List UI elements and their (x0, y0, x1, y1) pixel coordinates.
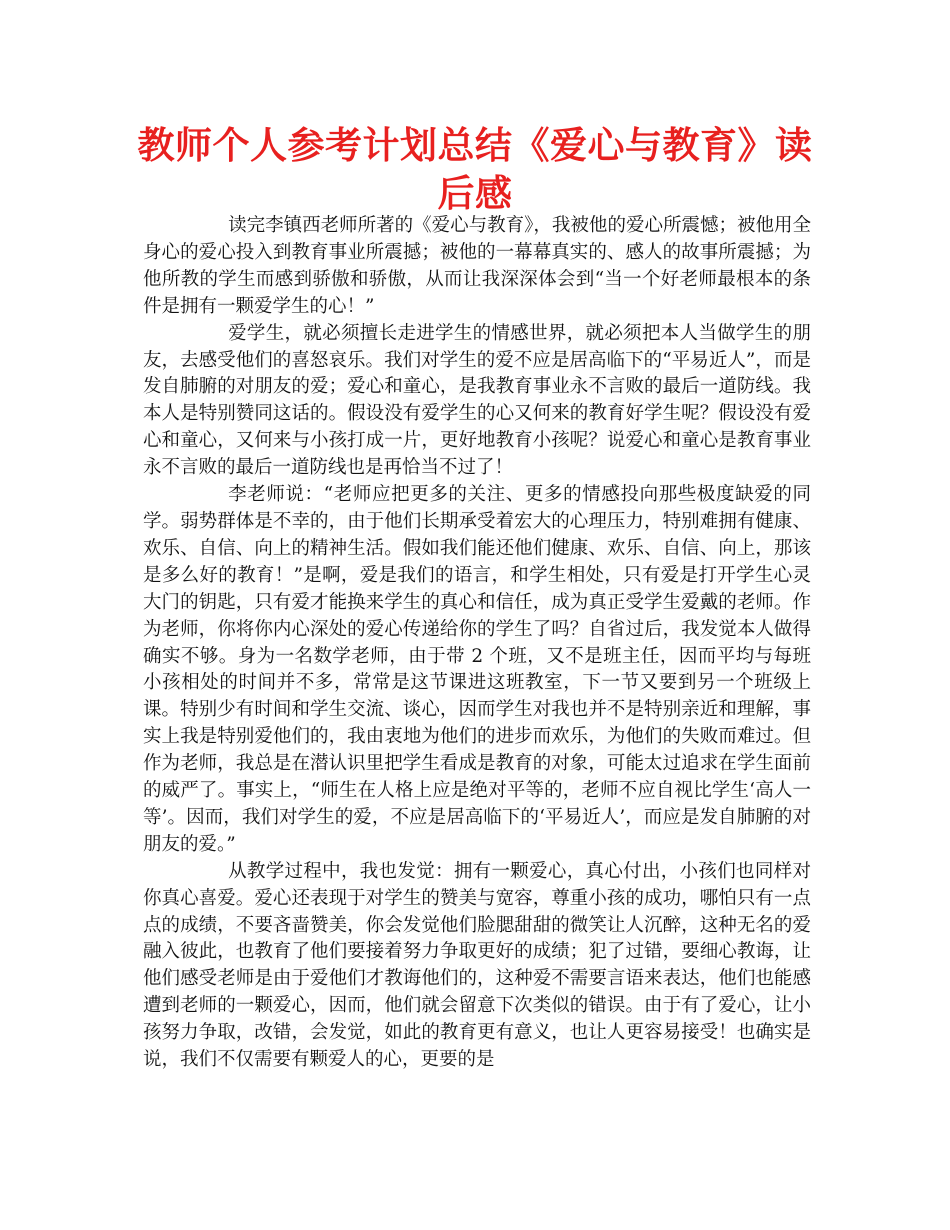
body-paragraph: 李老师说：“老师应把更多的关注、更多的情感投向那些极度缺爱的同学。弱势群体是不幸的，由于他们长期承受着宏大的心理压力，特别难拥有健康、欢乐、自信、向上的精神生活。假如我们能还他们健康、欢乐、自信、向上，那该是多么好的教育！”是啊，爱是我们的语言，和学生相处，只有爱是打开学生心灵大门的钥匙，只有爱才能换来学生的真心和信任，成为真正受学生爱戴的老师。作为老师，你将你内心深处的爱心传递给你的学生了吗？自省过后，我发觉本人做得确实不够。身为一名数学老师，由于带 2 个班，又不是班主任，因而平均与每班小孩相处的时间并不多，常常是这节课进这班教室，下一节又要到另一个班级上课。特别少有时间和学生交流、谈心，因而学生对我也并不是特别亲近和理解，事实上我是特别爱他们的，我由衷地为他们的进步而欢乐，为他们的失败而难过。但作为老师，我总是在潜认识里把学生看成是教育的对象，可能太过追求在学生面前的威严了。事实上，“师生在人格上应是绝对平等的，老师不应自视比学生‘高人一等’。因而，我们对学生的爱，不应是居高临下的‘平易近人’，而应是发自肺腑的对朋友的爱。” (143, 484, 811, 855)
document-body (143, 213, 811, 1074)
body-paragraph: 从教学过程中，我也发觉：拥有一颗爱心，真心付出，小孩们也同样对你真心喜爱。爱心还表现于对学生的赞美与宽容，尊重小孩的成功，哪怕只有一点点的成绩，不要吝啬赞美，你会发觉他们脸腮甜甜的微笑让人沉醉，这种无名的爱融入彼此，也教育了他们要接着努力争取更好的成绩；犯了过错，要细心教诲，让他们感受老师是由于爱他们才教诲他们的，这种爱不需要言语来表达，他们也能感遭到老师的一颗爱心，因而，他们就会留意下次类似的错误。由于有了爱心，让小孩努力争取，改错，会发觉，如此的教育更有意义，也让人更容易接受！也确实是说，我们不仅需要有颗爱人的心，更要的是 (143, 860, 811, 1071)
body-paragraph: 读完李镇西老师所著的《爱心与教育》，我被他的爱心所震憾；被他用全身心的爱心投入到教育事业所震撼；被他的一幕幕真实的、感人的故事所震撼；为他所教的学生而感到骄傲和骄傲，从而让我深深体会到“当一个好老师最根本的条件是拥有一颗爱学生的心！” (143, 215, 811, 317)
document-title: 教师个人参考计划总结《爱心与教育》读后感 (137, 124, 813, 215)
body-paragraph: 爱学生，就必须擅长走进学生的情感世界，就必须把本人当做学生的朋友，去感受他们的喜怒哀乐。我们对学生的爱不应是居高临下的“平易近人”，而是发自肺腑的对朋友的爱；爱心和童心，是我教育事业永不言败的最后一道防线。我本人是特别赞同这话的。假设没有爱学生的心又何来的教育好学生呢？假设没有爱心和童心，又何来与小孩打成一片，更好地教育小孩呢？说爱心和童心是教育事业永不言败的最后一道防线也是再恰当不过了！ (143, 322, 811, 479)
